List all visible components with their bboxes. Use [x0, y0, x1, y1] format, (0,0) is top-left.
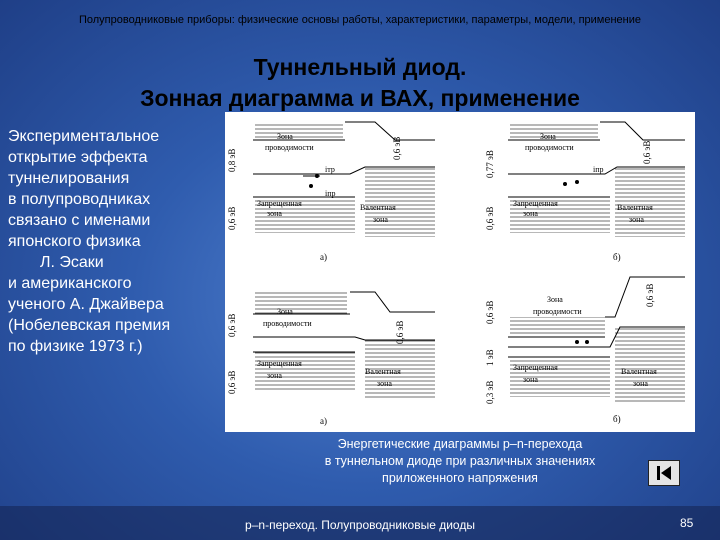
caption-line: в туннельном диоде при различных значениях [324, 454, 596, 468]
forbidden-zone-label: зона [523, 209, 538, 218]
energy-label: 0,6 эВ [642, 140, 652, 164]
text-line: ученого А. Джайвера [8, 296, 164, 313]
conduction-zone-label: проводимости [533, 307, 582, 316]
energy-label: 0,3 эВ [485, 380, 495, 404]
discovery-text [8, 126, 218, 357]
valence-zone-label: Валентная [365, 367, 401, 376]
energy-label: 0,6 эВ [227, 370, 237, 394]
energy-label: 0,6 эВ [395, 320, 405, 344]
energy-label: 0,77 эВ [485, 150, 495, 178]
forbidden-zone-label: зона [267, 371, 282, 380]
footer-text: p–n-переход. Полупроводниковые диоды [245, 518, 475, 532]
panel-a-label: а) [320, 252, 327, 262]
valence-zone-label: зона [633, 379, 648, 388]
energy-label: 0,6 эВ [645, 283, 655, 307]
energy-label: 0,8 эВ [227, 148, 237, 172]
conduction-zone-label: Зона [547, 295, 563, 304]
valence-zone-label: зона [377, 379, 392, 388]
panel-a-label: а) [320, 416, 327, 426]
panel-a-top [227, 122, 435, 262]
text-line: и американского [8, 275, 132, 292]
text-line: Экспериментальное [8, 128, 160, 145]
conduction-zone-label: проводимости [265, 143, 314, 152]
energy-label: 0,6 эВ [392, 136, 402, 160]
ipr-label: iпр [325, 189, 336, 198]
go-to-start-button[interactable] [648, 460, 680, 486]
text-line: связано с именами [8, 212, 151, 229]
text-line: туннелирования [8, 170, 130, 187]
text-line: (Нобелевская премия [8, 317, 171, 334]
page-number: 85 [680, 516, 694, 530]
energy-label: 0,6 эВ [485, 206, 495, 230]
forbidden-zone-label: Запрещенная [257, 359, 302, 368]
text-line: Л. Эсаки [40, 254, 104, 271]
slide-title-line-2: Зонная диаграмма и ВАХ, применение [140, 85, 580, 111]
conduction-zone-label: Зона [277, 132, 293, 141]
text-line: в полупроводниках [8, 191, 151, 208]
forbidden-zone-label: зона [267, 209, 282, 218]
panel-b-bottom [485, 277, 685, 424]
energy-band-diagrams [225, 112, 695, 432]
conduction-zone-label: Зона [540, 132, 556, 141]
energy-label: 0,6 эВ [485, 300, 495, 324]
text-line: открытие эффекта [8, 149, 148, 166]
text-line: по физике 1973 г.) [8, 338, 143, 355]
panel-b-top [485, 122, 685, 262]
valence-zone-label: Валентная [617, 203, 653, 212]
valence-zone-label: зона [373, 215, 388, 224]
conduction-zone-label: проводимости [525, 143, 574, 152]
valence-zone-label: зона [629, 215, 644, 224]
valence-zone-label: Валентная [360, 203, 396, 212]
slide-title [0, 52, 720, 114]
panel-b-label: б) [613, 414, 621, 424]
caption-line: приложенного напряжения [382, 471, 538, 485]
energy-label: 0,6 эВ [227, 206, 237, 230]
forbidden-zone-label: Запрещенная [513, 363, 558, 372]
caption-line: Энергетические диаграммы p–n-перехода [337, 437, 583, 451]
energy-label: 1 эВ [485, 349, 495, 366]
skip-to-start-icon [649, 461, 679, 485]
panel-b-label: б) [613, 252, 621, 262]
panel-a-bottom [227, 292, 435, 426]
conduction-zone-label: проводимости [263, 319, 312, 328]
forbidden-zone-label: Запрещенная [257, 199, 302, 208]
ipr-label: iпр [593, 165, 604, 174]
forbidden-zone-label: Запрещенная [513, 199, 558, 208]
slide-title-line-1: Туннельный диод. [253, 54, 467, 80]
figure-caption [245, 436, 675, 487]
text-line: японского физика [8, 233, 141, 250]
valence-zone-label: Валентная [621, 367, 657, 376]
energy-label: 0,6 эВ [227, 313, 237, 337]
conduction-zone-label: Зона [277, 307, 293, 316]
itp-label: iтр [325, 165, 335, 174]
course-header: Полупроводниковые приборы: физические основы работы, характеристики, параметры, модели, применение [78, 14, 642, 26]
forbidden-zone-label: зона [523, 375, 538, 384]
